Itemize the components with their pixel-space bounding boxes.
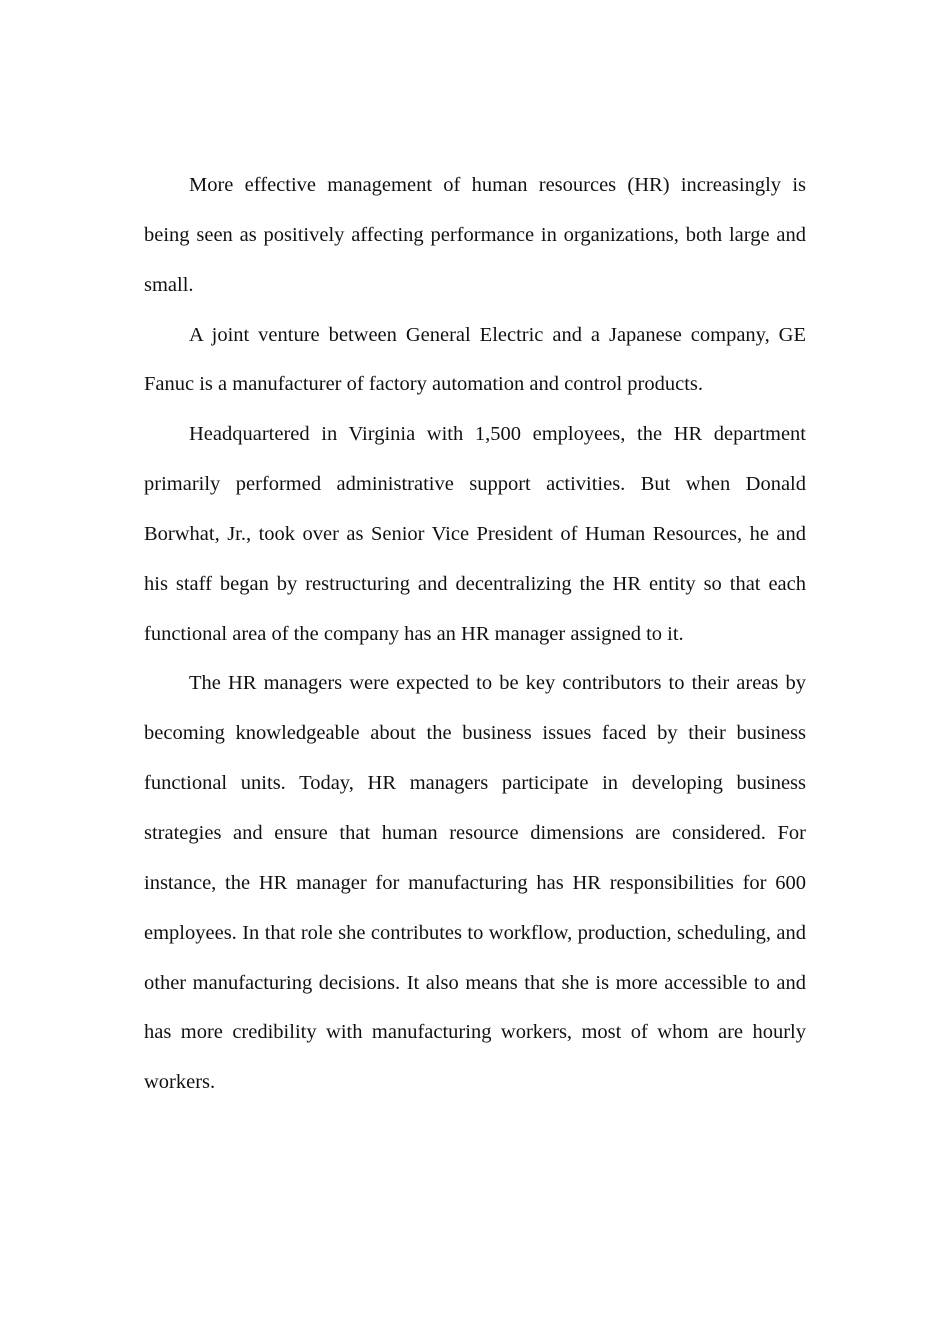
paragraph-headquarters: Headquartered in Virginia with 1,500 employees, the HR department primarily performed administrative support activities. But when Donald Borwhat, Jr., took over as Senior Vice President of Human Resources, he and his staff began by restructuring and decentralizing the HR entity so that each functional area of the company has an HR manager assigned to it. bbox=[144, 423, 806, 645]
paragraph-ge-fanuc: A joint venture between General Electric and a Japanese company, GE Fanuc is a manufacturer of factory automation and control products. bbox=[144, 323, 806, 396]
document-page bbox=[144, 161, 806, 1108]
paragraph-hr-intro: More effective management of human resources (HR) increasingly is being seen as positively affecting performance in organizations, both large and small. bbox=[144, 174, 806, 296]
paragraph-hr-managers: The HR managers were expected to be key contributors to their areas by becoming knowledgeable about the business issues faced by their business functional units. Today, HR managers participate in developing business strategies and ensure that human resource dimensions are considered. For instance, the HR manager for manufacturing has HR responsibilities for 600 employees. In that role she contributes to workflow, production, scheduling, and other manufacturing decisions. It also means that she is more accessible to and has more credibility with manufacturing workers, most of whom are hourly workers. bbox=[144, 672, 806, 1094]
